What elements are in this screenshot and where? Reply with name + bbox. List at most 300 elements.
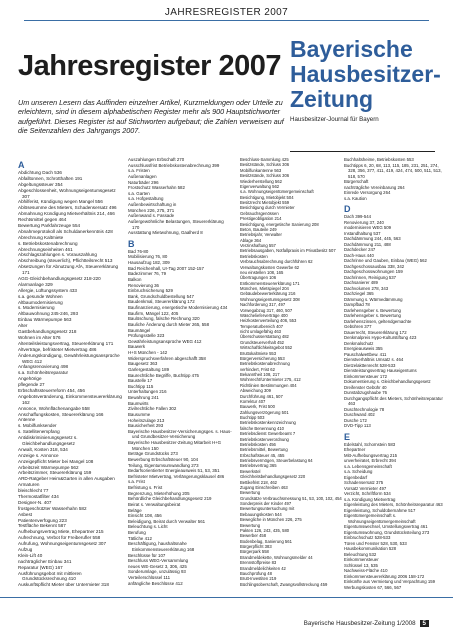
index-entry: Wiederherstellung 562 [240,178,282,184]
index-entry: Schadensersatz 375 [344,480,384,485]
index-entry: Verteilerschlüssel 111 [128,575,171,580]
index-entry: nachträgliche Vereinbarung 264 [344,184,405,190]
index-entry: Beschluss WEG-Versammlung [128,558,189,564]
index-entry: Dampfbad 78 [344,302,370,307]
index-entry: Dachgeschosswohnungen 159 [344,269,403,274]
index-entry: Baurechtliche Begriffe, Buchtipp 475 [128,372,199,378]
index-entry: Gebäudebewerterklärung 216 [240,291,296,297]
index-entry: Beton, Bauteile 249 [240,226,277,232]
index-entry: Baufirm, Mängel 122, 405 [128,310,179,316]
index-entry: Verzinshaftung 557 [240,243,276,248]
index-entry: Anzeige s. Annonce [18,452,59,458]
index-entry: Dach 399-544 [344,214,371,219]
index-entry: Wohnungseigentumsgesetz 308 [240,296,300,302]
index-entry: Bewerkstel [240,468,261,474]
index-entry: nachträglicher Einbau 341 [18,558,72,564]
index-entry: Buchtipps 6, 20, 68, 113, 115, 185, 231, 251, 274, 328, 356, 377, 411, 419, 424, 474, 500, 511, 513, 518, 570 [344,162,442,179]
index-entry: Mobilfunkantenne 563 [240,167,282,173]
index-entry: Buchhaltsheime, Betriebskosten 553 [344,157,414,162]
index-column-1 [18,157,122,588]
index-entry: bleischlecht 77 [18,488,49,494]
index-entry: Darlehensgeber s. Bewertung [344,307,401,313]
index-entry: Badezimmer 76, 79 [128,271,167,277]
index-entry: Besichtigung, energetische Sanierung 208 [240,221,319,227]
index-entry: Beleuchtung s. Licht [128,524,168,530]
index-entry: Eigenleistung des Mieters, Schönheitsreparatur 463 [344,502,443,507]
index-entry: Betriebsvertrag 365 [240,463,277,469]
index-entry: Zahlungsverzögerung 501 [240,409,289,415]
index-entry: Edelstahl, Schornstein 583 [344,441,396,447]
index-entry: Betriebskosten 456 [240,441,276,447]
index-entry: Besichtigung durch Vermieter [240,205,295,211]
index-entry: neu einstellen 108, 165 [240,269,284,275]
index-entry: Baulöschung, falsche Rechnung 320 [128,316,200,322]
index-entry: Beleidigung, Beirat durch Verwalter 561 [128,518,206,524]
index-entry: Abschreibung (steuerlich), Pflichtteilsrecht 513 [18,258,113,264]
index-entry: Altenteilsleistungsvertrag, Steuererklärung 171 [18,340,114,346]
index-entry: Zugang Einschreiben 463 [240,484,288,490]
page-title: Jahresregister 2007 [18,50,281,82]
index-entry: Dienstverhältnis Umsatz s. 464 [344,357,404,362]
index-entry: Abhilferist, Kündigung wegen Mangel 556 [18,199,103,205]
index-entry: Ausstattung Mietwohnung, Gaalherd 8 [128,230,203,236]
index-entry: Balkon [128,276,142,282]
index-entry: Türen und Fenster 528, 530, 533 [344,540,407,546]
index-entry: Baumängel [128,327,151,333]
index-entry: Abnahmeprotokoll als Schuldanerkenntnis 428 [18,228,113,234]
index-letter: E [344,431,351,442]
index-entry: Wäschelieferverträge 400 [240,312,288,318]
index-entry: Pauschalwettbew. 411 [344,351,387,357]
index-entry: Arbeitszimmer, Steuererklärung 159 [18,470,92,476]
index-entry: Eigentumswohnung, Grundstücksteilung 273 [344,529,430,535]
index-entry: Betriebsausgaben, Notfallpraxis im Privatbesitz 507 [240,248,336,254]
index-entry: Denkmalschutz [344,340,374,346]
index-entry: Teilung, Eigentumsumwandlung 273 [128,462,199,468]
index-entry: Dachrinnen, Reinigung 537 [344,274,397,280]
index-column-4 [344,157,448,590]
index-entry: Gastbehandlungsgesetz 218 [18,329,77,335]
index-entry: Bad Reichenhall, Ur-Tag 2007 152-157 [128,265,204,271]
index-entry: Dachvolumen 278, 343 [344,285,389,291]
index-entry: Ausführungsgebot mit mittleren Grundstücksrechnung 410 [18,570,82,582]
index-entry: s.a. Hofgestaltung [128,196,164,202]
index-entry: Bürgerschaft [344,179,369,184]
index-entry: Aufrufung, Wohnungseigentumsgesetz 307 [18,541,107,547]
index-entry: Reparatur (WEG) 167 [18,564,63,570]
index-entry: Einkommensteuer [344,557,379,562]
index-entry: Beleuchtung 532 [344,551,377,557]
index-entry: Anschaffungskosten, Steuererklärung 166 [18,411,104,417]
index-entry: Hausaufzug 182, 309 [128,260,170,265]
index-entry: Bürgerpflicht 383 [240,544,272,549]
index-entry: Außenanlagen [128,173,157,179]
index-entry: Dachziegel 365 [344,291,374,296]
index-entry: Bewerbung Erbschaftsteuer 90, 104 [128,456,199,462]
index-entry: s.a. Scheidung [344,469,373,474]
index-entry: München, Mietspiegel 204 [240,286,289,291]
index-entry: Patientenverfügung 223 [18,517,67,523]
index-entry: Baumwirts [128,400,149,406]
index-entry: Rechtsmittel gegen 464 [18,217,67,223]
index-entry: Besitzrecht Mietobjekt 559 [240,200,290,205]
index-entry: Bank, Grundschuldbestellung 547 [128,293,194,299]
index-entry: Abschlagszahlungen s. Vorauszahlung [18,252,97,258]
index-entry: falsche Benennung 410 [240,425,285,431]
index-entry: Dachdämmung 211, 488 [344,241,391,247]
index-entry: Buchtipp 115 [128,383,154,389]
index-entry: Behördliche Gleichbehandlungsgesetz 219 [128,496,212,502]
index-entry: Thermostatfilter 434 [18,493,59,499]
index-entry: Befristeter Mietvertrag, Verlängerungsklausel 486 [128,473,225,479]
index-entry: Bayerische Hausbesitzer-Zeitung Mitarbeit H+G München 150 [128,440,222,451]
index-entry: Bausumme [128,411,151,417]
index-entry: Bauwerk, Frist 500 [240,404,275,410]
index-entry: Renovierung 36 [128,282,160,288]
index-entry: s.a. Garten [128,190,150,196]
index-entry: Nachforderung 317, 497 [240,302,286,308]
index-entry: Unterhaltungen 216 [128,389,167,395]
index-entry: Einbruchschutz 528-533 [344,535,391,540]
index-entry: verhindert, Frist 62 [240,366,275,372]
index-entry: Dusche 172 [344,417,367,423]
index-entry: Baudenkmal, Steuererklärung 172 [128,299,195,305]
index-entry: Durchgangspflicht des Mieters, Schönheitsreparatur 463 [344,395,443,406]
index-entry: Durchführung 461, 507 [240,393,283,399]
index-entry: Anfangsrenovierung 498 [18,364,69,370]
index-entry: Absetzungen für Abnutzung AfA, Steuererklärung 171 [18,264,119,276]
index-entry: Bewahrung 241 [128,395,159,400]
index-entry: Wohnrecht/Untermieter 275, 412 [240,377,301,383]
index-entry: Alarmanlage 329 [18,281,53,287]
index-entry: Prestigeobligation 214 [240,216,282,222]
index-entry: Asbest [18,511,33,517]
index-entry: Duschtechnologie 78 [344,406,385,412]
index-entry: Sonderpreis der Kinder 497 [240,501,292,506]
index-entry: Grundsteuerverhalt 452 [240,339,284,345]
index-entry: Buchtipp 503 [240,415,265,420]
index-entry: Ausschlussfrist Betriebskostenabrechnung 399 [128,162,220,168]
index-entry: Bürgerpark 558 [240,549,269,555]
index-entry: Bauwerk [128,344,146,350]
index-entry: Pakten 126, 243, 435, 580 [240,527,290,533]
index-entry: Aufzug [18,547,33,552]
index-entry: Befristung s. Frist [128,485,163,490]
index-entry: Brennstoffpreise 83 [240,560,277,566]
index-entry: Darlehensgeber s. Bewertung [344,313,401,318]
index-entry: s. Satellitenempfang [18,429,60,435]
index-entry: Abrechnung Kaltmiete [18,234,64,240]
index-entry: Baustelle 17 [128,378,153,384]
index-entry: Antenne [18,417,36,423]
index-entry: Arbeitszeit Wärmepumpe 562 [18,464,79,470]
index-letter: A [18,160,25,170]
index-entry: Einkommensteuererklärung 2006 158-172 [344,573,425,579]
index-entry: Angebotsveränderung, Einkommensteuererklärung 162 [18,393,122,405]
index-entry: Dachrinne und Gauben, Einbau (WEG) 562 [344,258,427,263]
index-entry: unverheiratet, Erbrecht 394 [344,458,397,463]
index-entry: Überschusserstattung 482 [240,334,289,340]
index-entry: s. Betriebskostenabrechnung [18,240,78,246]
masthead-rule [290,151,435,152]
index-entry: Anzeigepflicht Mieter bei Mangel 108 [18,458,94,464]
index-entry: Wirtschaftlichkeitsgebot 552 [240,345,293,351]
index-entry: Dachdämmung 244, 445, 563 [344,236,401,241]
index-entry: Berufung [128,530,146,535]
index-entry: Eigenverwaltung 562 [240,183,280,189]
index-entry: Erbschaftsteuer 45, 455 [240,452,285,458]
index-entry: Armaturen [18,482,40,488]
index-entry: DVD-Tipp 113 [344,423,371,428]
index-entry: Bedarfsorientierter Energieausweis 51, 53, 351 [128,468,220,474]
index-entry: Diensteistungsvertrag Hauseigentums [344,368,417,373]
index-entry: Abmahnung Kündigung Mietverhältnis 214, 466 [18,211,115,217]
index-entry: Richtlinien Bestimmungen 404 [240,382,297,388]
index-entry: Gleichheitsbehandlungsgesetz 220 [240,474,306,480]
footer [304,620,429,627]
index-entry: Vorwegabzug 317, 460, 507 [240,307,293,313]
index-entry: Betriebsmittel, Bewertung [240,447,288,453]
index-entry: Allergie, Lüftungssystem 433 [18,287,77,293]
index-entry: Beläge [128,507,142,513]
index-entry: Baugesetz 363 [128,361,158,367]
index-entry: Heizkostenverteilung 406, 553 [240,318,297,324]
index-entry: s.a. Fristen [128,168,150,174]
index-entry: Übertragungen 106 [240,275,277,281]
index-entry: Beirat s. Verwaltungsbeirat [128,501,181,507]
index-entry: Tätliche 412 [128,535,152,541]
index-entry: Gebrauchsgenössen [240,210,279,216]
index-entry: Betriebskostenabrechnung [240,361,290,367]
index-entry: Verwaltungskosten Gewerbe 62 [240,264,300,270]
index-column-3 [240,157,344,587]
index-entry: Instandhaltung 537 [344,230,381,236]
index-entry: Gewährleistungsansprüche WEG 412 [128,338,202,344]
index-entry: Brandmeldelichkeiten 42 [240,565,286,571]
index-entry: Designer-N. 407 [18,499,52,505]
index-entry: Entkommensteuererklärung 171 [240,280,300,286]
index-entry: München 226, 275, 371 [128,207,175,213]
index-entry: Besitzstände, Schluss 306 [240,173,290,179]
index-entry: Bewertung [240,522,261,528]
index-entry: nicht umlagefähig 463 [240,329,281,334]
index-entry: Abgeltungssteuer 354 [18,181,63,187]
index-entry: Dauerrecht, Steuererklärung 172 [344,329,407,335]
header-rule [24,20,429,21]
index-entry: Beschluss-Sammlung 425 [240,157,289,162]
index-entry: Naturbäder 296 [128,179,159,185]
index-entry: Hausbekommunikation 528 [344,546,397,551]
index-entry: Abrechnungseinheiten 461 [18,246,73,252]
index-entry: Korrektur 407 [240,398,266,404]
masthead-title: Bayerische Hausbesitzer-Zeitung [290,36,441,112]
index-entry: Betriebsvermögen, Steuerbelastung 64 [240,458,313,463]
index-entry: Bruttokaltmiete 553 [240,350,277,356]
index-entry: Frostschutz Wasserhahn 582 [128,185,185,191]
index-entry: Bekanntheit 108, 217 [240,372,280,377]
index-entry: Werbungskosten 67, 566, 567 [344,584,402,590]
index-entry: Bewertungsuntersuchung mit [240,506,295,512]
index-entry: Büchlingsoberschaft, Zwangsvollstreckung 459 [240,581,328,587]
index-entry: Dachsanierer 489 [344,280,378,285]
index-entry: Mobilisierung 76, 80 [128,254,168,260]
index-entry: Einrede Versorgung 264 [344,190,391,195]
index-entry: s.a. Kündigung Mietvertrag [344,496,396,502]
index-entry: Bewertung [240,490,261,496]
index-entry: modernisieren WEG 509 [344,225,392,230]
index-entry: Dachgeschossausbau 338, 342 [344,263,405,269]
index-entry: s.a. Kaution [344,195,367,201]
index-entry: Nachweiss-Fläche 410 [344,568,388,573]
index-entry: Bausicherheit 293 [128,423,164,429]
index-entry: Beschlüsse für 107 [128,552,166,558]
index-entry: Temperaturbereich 407 [240,323,284,329]
index-entry: Aufhebungsvertrag Miete, Ehepartner 215 [18,529,104,535]
index-entry: Bewertung Parkfahrzeuge 554 [18,223,81,229]
index-entry: Auszahlungen Erbschaft 270 [128,157,185,162]
index-entry: Außenwand s. Fassade [128,213,175,219]
index-entry: Einbau Wärmepumpe 563 [18,317,72,323]
index-entry: Besitzstände, Schluss 306 [240,162,290,168]
index-entry: s. Mobilfunksender [18,423,57,429]
index-entry: Altbauwohnung 245-246, 293 [18,311,79,317]
index-entry: Eigentümergemeinschaft s. Wohnungseigentümergemeinschaft [344,513,416,524]
index-entry: anfängliche Beschlüsse 412 [128,580,183,586]
index-entry: Bettikefrist 218, 462 [240,479,278,485]
index-entry: Bürgerversicherung 553 [240,355,285,361]
index-entry: Einkünfte aus Vermietung und Verpachtung 159 [344,579,436,584]
index-entry: Eigenleistung, Schuldübernahme 517 [344,507,416,513]
index-entry: Anwalt, Kosten 318, 534 [18,446,68,452]
index-entry: Begrenzung, Mieterhöhung 205 [128,490,190,496]
index-entry: Eigentumswechsel, Umstellungsvertrag 461 [344,524,428,529]
page-number: 5 [420,620,429,627]
index-entry: Verbrauchsabrechnung durchführen 62 [240,259,313,265]
index-entry: Bewegliche in München 226, 275 [240,517,302,523]
index-entry: Annonce, Wohnflächenangabe 558 [18,405,90,411]
index-entry: Angehörige [18,376,42,382]
index-entry: s.a. Wohnungseigentümergemeinschaft [240,189,314,195]
index-entry: Bodenbelag, Sanierung 561 [240,538,292,544]
index-entry: Einkommensteuer 172 [344,373,387,379]
index-entry: Schlüssel 13, 535 [344,562,378,568]
index-entry: Eigenbedarf [344,474,368,480]
index-entry: Dach-Haus 440 [344,252,374,258]
index-entry: Dunstabzugshaube 76 [344,390,388,395]
index-entry: Klein-Lift 40 [18,552,43,558]
index-entry: Dokumentierung s. Gleichbehandlungsgesetz [344,379,431,384]
index-entry: Testfläche Bekennt 587 [18,523,66,529]
index-entry: Dachdecker 247 [344,247,376,252]
index-entry: Änderungskündigung, Gewährleistungsansprüche WEG 412 [18,352,120,364]
running-header: JAHRESREGISTER 2007 [164,7,289,18]
index-entry: Bad 76-80 [128,248,149,254]
index-entry: Betriebskostenverordnung [240,436,289,442]
index-entry: Verzicht, Schriftform 534 [344,491,391,496]
index-entry: Beschäftigung, haushaltsnahe Einkommensteuererklärung 168 [128,541,195,552]
index-entry: Betriebsjahr, Verwalter [240,232,282,238]
index-entry: Bayerische Hausbesitzer-Versicherungsges. s. Haus- und Grundbesitzer-Versicherung [128,428,232,440]
index-letter: B [128,238,135,249]
index-entry: Darlehenszinsen, geltendgemachte [344,318,412,324]
index-entry: Dreifenster Gebühr 40 [344,384,387,390]
index-entry: frostgeschützter Wasserhahn 582 [18,505,87,511]
index-entry: H+S München - 142 [128,350,168,355]
index-entry: Dietzelakttenrecht 528-533 [344,362,396,368]
index-entry: Dämmung s. Wärmedämmung [344,296,403,302]
index-entry: Bebauungskosten 544 [240,511,282,517]
index-entry: s.a. Lebensgemeinschaft [344,463,392,469]
index-entry: Altverträge, befristeter Mietvertrag 486 [18,346,97,352]
index-entry: Abweichung 309 [240,388,271,394]
index-entry: Abfalltonnen, Schrotthaften 191 [18,175,83,181]
index-entry: Mitt-Aufhebungsvertrag 215 [344,452,398,458]
index-column-2 [128,157,232,586]
index-entry: Ablösesumme des Mieters, Schadensersatz 496 [18,205,117,211]
index-entry: Bauliche Änderung durch Mieter 265, 558 [128,321,210,327]
index-entry: s.a. gesunde Wohnen [18,293,63,299]
intro-text: Um unseren Lesern das Auffinden einzelner Artikel, Kurzmeldungen oder Urteile zu erleichtern, sind in diesem alphabetischen Register mehr als 900 Hauptstichworter aufgeführt. Dieses Register ist auf Stichworten aufgebaut; die Zahlen verweisen auf die Seitenzahlen des Jahrgangs 2007. [18,98,284,136]
index-entry: Wohnen im Alter 576 [18,334,61,340]
index-entry: s. Modernisierung [18,305,55,311]
index-letter: D [344,204,351,214]
index-entry: Aufrechnung, Verbot für Freiberufler 558 [18,535,101,541]
index-entry: Abdichtung Dach 536 [18,170,62,175]
index-entry: Einbruchsicherung 529 [128,288,173,294]
index-entry: neues WE-Gesetz 3, 306, 425 [128,563,187,569]
index-entry: Vorsatz Vermieter 497 [344,485,387,491]
index-entry: Einsicht 108, 456 [128,513,162,519]
index-entry: Ablage 364 [240,237,262,243]
index-entry: Antidiskriminierungsgesetz s. Gleichbehandlungsgesetz [18,435,78,446]
index-entry: Altbaumodernisierung [18,299,63,305]
index-entry: Brutt-Investiten 219 [240,576,277,582]
index-entry: Besichtigung, Mietobjekt 504 [240,194,294,200]
index-entry: Betriebskostenkennzeichnung [240,420,296,426]
index-entry: Ehepartner [344,447,366,452]
index-entry: Betriebsdienst Gewerbeamt 7 [240,431,296,437]
index-entry: s.a. Frist [128,479,145,485]
index-entry: Garlergestaltung 189 [128,366,170,372]
index-entry: Erbschaftssteuerreform 454, 456 [18,387,85,393]
index-entry: Hoheitszulage 213 [128,417,165,423]
index-entry: Auskunftspflicht Mieter über Untermieter 318 [18,582,109,588]
index-entry: Alter [18,323,28,329]
index-entry: Brandmeldekette, Wohnungsmelder 44 [240,554,313,560]
index-entry: Zivilrechtliche Fallen 302 [128,406,177,412]
index-entry: Gebühren 377 [344,324,372,329]
index-entry: Bewerber 458 [240,533,267,539]
index-entry: Außenbewirtschaftung in [128,202,177,207]
index-entry: Denkmalpreis Hypo-Kulturstiftung 423 [344,335,417,340]
index-entry: Betriebskosten [240,253,268,259]
index-entry: Sonderumlage, unzulässig 93 [128,569,186,575]
index-entry: Außergewöhnliche Belastungen, Steuererklärung 170 [128,218,224,230]
index-entry: Duschwand 402 [344,412,375,417]
index-entry: Grundsätze Verbrauchsmessung 51, 53, 100, 102, 454 [240,495,342,501]
footer-text: Bayerische Hausbesitzer-Zeitung 1/2008 [303,620,416,627]
index-entry: s.a. Schönheitsreparatur [18,370,69,376]
footer-rule [0,597,453,598]
index-entry: AGG-Gleichbehandlungsgesetz 218-220 [18,276,101,282]
index-entry: pflegende 27 [18,382,45,388]
index-entry: Baufinanzierung, energetische Modernisierung 434 [128,305,228,310]
index-entry: Bauchprüfung 48 [240,570,272,576]
index-entry: Widerspruchsverfahren abgeschafft 358 [128,355,206,361]
masthead-subtitle: Hausbesitzer-Journal für Bayern [290,116,379,123]
top-bar [0,0,453,24]
index-entry: Renovierung 37, 240 [344,219,384,225]
